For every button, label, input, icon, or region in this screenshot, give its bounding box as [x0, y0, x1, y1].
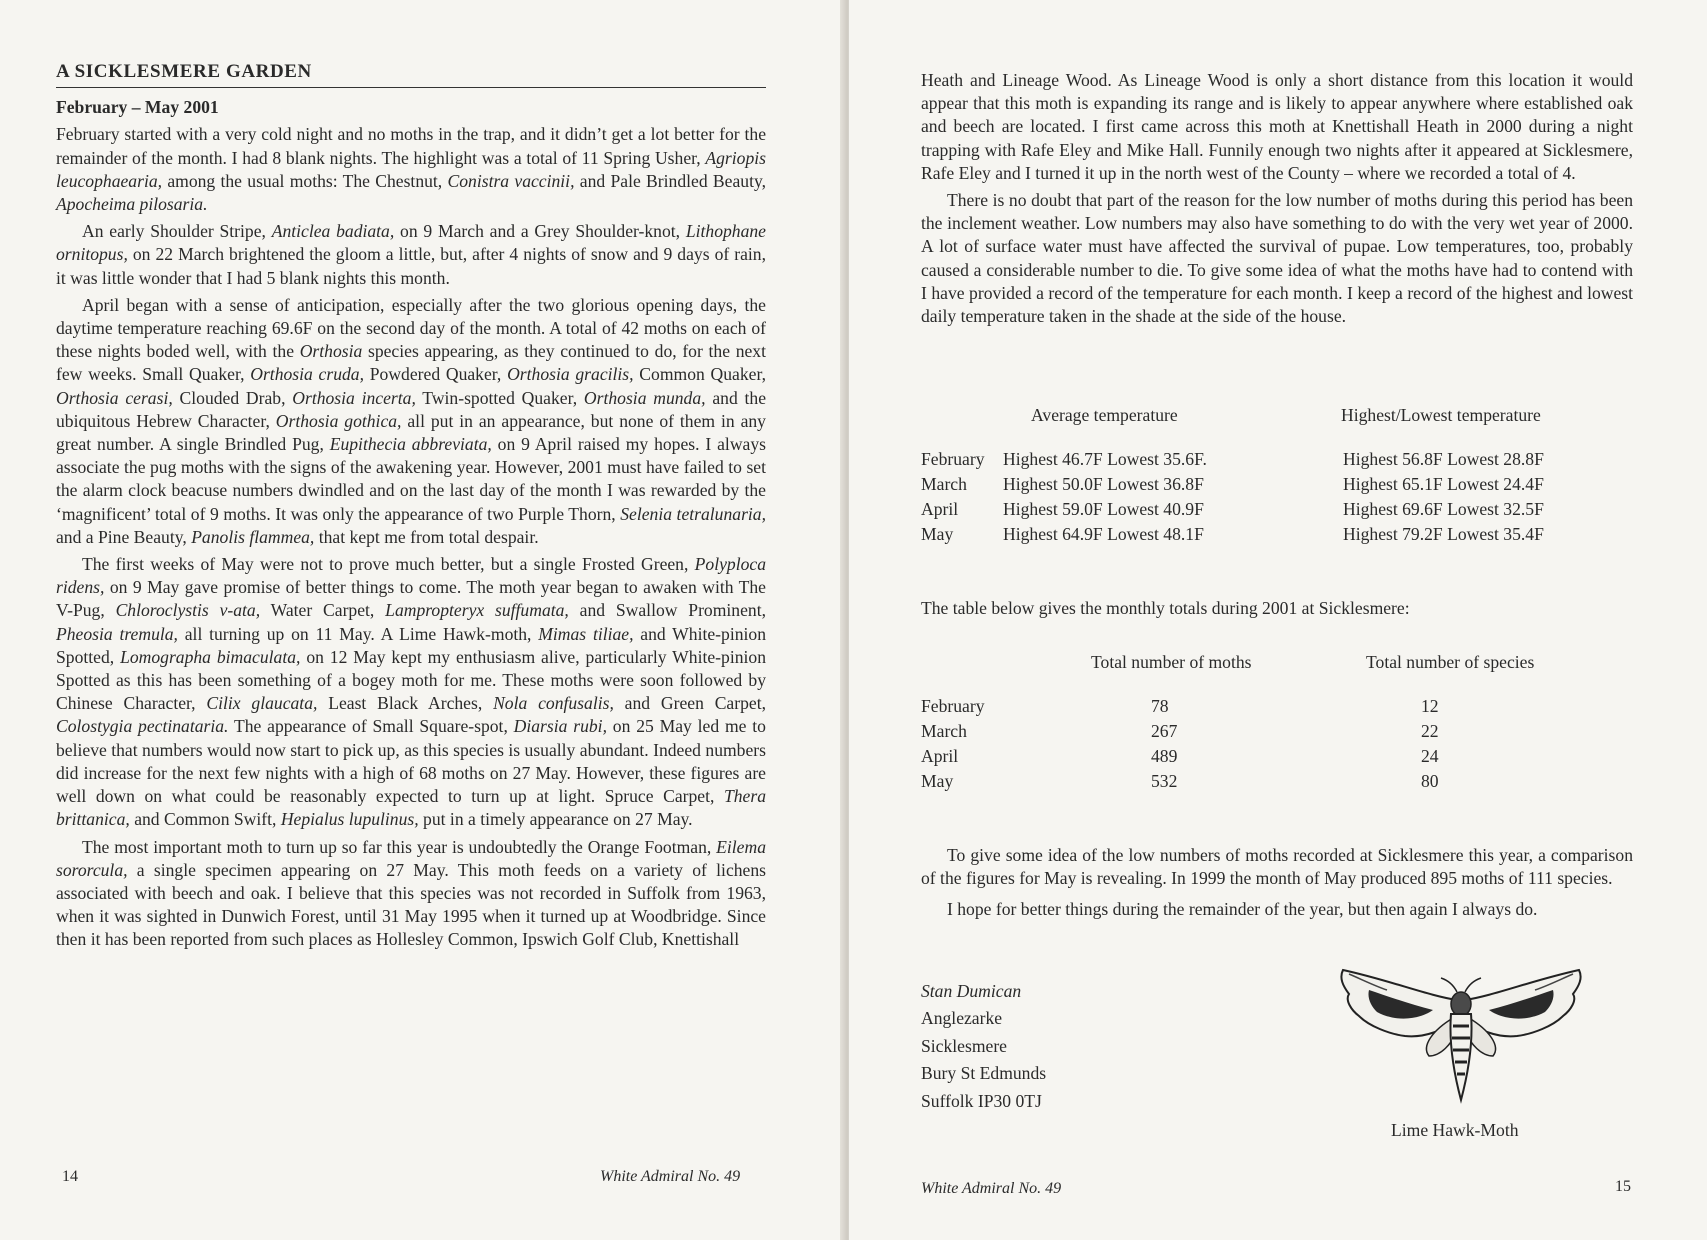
species-name: Lampropteryx suffumata, [385, 600, 569, 621]
temperature-table [921, 405, 1633, 575]
closing-text [921, 844, 1633, 922]
left-paragraph [56, 220, 766, 290]
lime-hawk-moth-illustration [1329, 960, 1589, 1110]
temp-cell-hl: Highest 69.6F Lowest 32.5F [1343, 499, 1544, 519]
text-run: on 9 April raised my hopes. I always associate the pug moths with the signs of the awakening year. However, 2001 must have failed to set the alarm clock beacuse numbers dwindled and on the last day of the month I was rewarded by the ‘magnificent’ total of 9 moths. It was only the appearance of two Purple Thorn, [56, 434, 766, 524]
species-name: Cilix glaucata, [206, 693, 318, 714]
text-run: The first weeks of May were not to prove much better, but a single Frosted Green, [82, 554, 695, 575]
totals-cell-moths: 532 [1151, 771, 1178, 791]
page-number-left: 14 [62, 1168, 78, 1185]
totals-cell-month: February [921, 696, 985, 716]
species-name: Lomographa bimaculata, [120, 646, 301, 667]
page-number-right: 15 [1615, 1178, 1631, 1195]
text-run: and Swallow Prominent, [568, 600, 766, 621]
species-name: Conistra vaccinii, [447, 170, 575, 191]
text-run: February started with a very cold night and no moths in the trap, and it didn’t get a lot better for the remainder of the month. I had 8 blank nights. The highlight was a total of 11 Spring Usher, [56, 124, 766, 168]
temp-cell-month: May [921, 524, 954, 544]
species-name: Eilema sororcula, [56, 836, 766, 880]
temp-cell-month: February [921, 449, 985, 469]
left-text-column [56, 60, 766, 952]
address-line: Anglezarke [921, 1008, 1003, 1029]
right-page [849, 0, 1707, 1240]
species-name: Hepialus lupulinus, [280, 809, 419, 830]
species-name: Lithophane ornitopus, [56, 221, 766, 265]
temp-cell-avg: Highest 64.9F Lowest 48.1F [1003, 524, 1204, 544]
totals-header-species: Total number of species [1366, 652, 1535, 672]
temp-cell-month: March [921, 474, 967, 494]
totals-header-moths: Total number of moths [1091, 652, 1252, 672]
right-text-column [921, 69, 1633, 328]
closing-paragraph-1: To give some idea of the low numbers of moths recorded at Sicklesmere this year, a comparison of the figures for May is revealing. In 1999 the month of May produced 895 moths of 111 species. [921, 845, 1633, 889]
text-run: and White-pinion Spotted, [56, 623, 766, 667]
text-run: that kept me from total despair. [314, 526, 539, 547]
species-name: Pheosia tremula, [56, 623, 178, 644]
text-run: April began with a sense of anticipation, especially after the two glorious opening days, the daytime temperature reaching 69.6F on the second day of the month. A total of 42 moths on each of these nights boded well, with the [56, 294, 766, 362]
left-paragraph [56, 294, 766, 549]
species-name: Mimas tiliae, [538, 623, 634, 644]
text-run: on 9 May gave promise of better things to come. The moth year began to awaken with The V-Pug, [56, 577, 766, 621]
left-paragraph [56, 836, 766, 952]
text-run: on 22 March brightened the gloom a little, but, after 4 nights of snow and 9 days of rain, it was little wonder that I had 5 blank nights this month. [56, 244, 766, 288]
article-title: A SICKLESMERE GARDEN [56, 60, 766, 88]
temp-header-average: Average temperature [1031, 405, 1178, 425]
species-name: Orthosia munda, [583, 387, 706, 408]
text-run: There is no doubt that part of the reason for the low number of moths during this period has been the inclement weather. Low numbers may also have something to do with the very wet year of 2000. A lot of surface water must have affected the survival of pupae. Low temperatures, too, probably caused a considerable number to die. To give some idea of what the moths have had to contend with I have provided a record of the temperature for each month. I keep a record of the highest and lowest daily temperature taken in the shade at the side of the house. [921, 190, 1633, 327]
species-name: Panolis flammea, [191, 526, 315, 547]
text-run: Twin-spotted Quaker, [415, 387, 584, 408]
totals-intro: The table below gives the monthly totals during 2001 at Sicklesmere: [921, 598, 1410, 618]
temp-cell-avg: Highest 46.7F Lowest 35.6F. [1003, 449, 1207, 469]
species-name: Nola confusalis, [493, 693, 614, 714]
text-run: on 25 May led me to believe that numbers would now start to pick up, as this species is usually abundant. Indeed numbers did increase for the next few nights with a high of 68 moths on 27 May. However, these figures are well down on what could be reasonably expected to turn up at light. Spruce Carpet, [56, 716, 766, 807]
left-page [0, 0, 847, 1240]
address-line: Bury St Edmunds [921, 1063, 1047, 1084]
right-paragraph [921, 69, 1633, 185]
text-run: The appearance of Small Square-spot, [228, 716, 514, 737]
temp-cell-hl: Highest 79.2F Lowest 35.4F [1343, 524, 1544, 544]
text-run: and Pale Brindled Beauty, [574, 170, 767, 191]
temp-cell-avg: Highest 50.0F Lowest 36.8F [1003, 474, 1204, 494]
text-run: An early Shoulder Stripe, [82, 221, 272, 242]
text-run: on 9 March and a Grey Shoulder-knot, [394, 221, 686, 242]
totals-cell-moths: 267 [1151, 721, 1178, 741]
species-name: Diarsia rubi, [513, 716, 607, 737]
closing-paragraph-2: I hope for better things during the remainder of the year, but then again I always do. [947, 899, 1538, 920]
temp-header-highlow: Highest/Lowest temperature [1341, 405, 1541, 425]
temp-cell-hl: Highest 65.1F Lowest 24.4F [1343, 474, 1544, 494]
address-line: Sicklesmere [921, 1035, 1007, 1056]
species-name: Anticlea badiata, [271, 221, 395, 242]
text-run: all turning up on 11 May. A Lime Hawk-moth, [177, 623, 539, 644]
species-name: Agriopis leucophaearia, [56, 147, 766, 191]
species-name: Thera brittanica, [56, 786, 766, 830]
left-paragraph [56, 553, 766, 831]
species-name: Eupithecia abbreviata, [329, 434, 492, 455]
right-paragraph [921, 189, 1633, 328]
text-run: put in a timely appearance on 27 May. [418, 809, 693, 830]
species-name: Selenia tetralunaria, [620, 503, 767, 524]
species-name: Orthosia gracilis, [507, 364, 634, 385]
totals-table [921, 652, 1633, 822]
text-run: and Green Carpet, [613, 693, 766, 714]
species-name: Orthosia cruda, [250, 364, 365, 385]
text-run: and the ubiquitous Hebrew Character, [56, 387, 767, 431]
temp-cell-hl: Highest 56.8F Lowest 28.8F [1343, 449, 1544, 469]
species-name: Orthosia gothica, [275, 410, 402, 431]
totals-cell-species: 80 [1421, 771, 1439, 791]
totals-cell-species: 12 [1421, 696, 1439, 716]
totals-cell-month: March [921, 721, 967, 741]
text-run: and a Pine Beauty, [56, 526, 192, 547]
left-paragraphs [56, 123, 766, 951]
article-subtitle: February – May 2001 [56, 97, 219, 118]
author-name: Stan Dumican [921, 981, 1022, 1001]
totals-cell-moths: 78 [1151, 696, 1169, 716]
text-run: Water Carpet, [260, 600, 386, 621]
totals-cell-moths: 489 [1151, 746, 1178, 766]
address-line: Suffolk IP30 0TJ [921, 1090, 1042, 1111]
text-run: and Common Swift, [129, 809, 281, 830]
text-run: a single specimen appearing on 27 May. This moth feeds on a variety of lichens associated with beech and oak. I believe that this species was not recorded in Suffolk from 1963, when it was sighted in Dunwich Forest, until 31 May 1995 when it turned up at Woodbridge. Since then it has been reported from such places as Hollesley Common, Ipswich Golf Club, Knettishall [56, 859, 766, 950]
text-run: on 12 May kept my enthusiasm alive, particularly White-pinion Spotted as this has been something of a bogey moth for me. These moths were soon followed by Chinese Character, [56, 646, 766, 714]
text-run: among the usual moths: The Chestnut, [162, 170, 448, 191]
temp-cell-avg: Highest 59.0F Lowest 40.9F [1003, 499, 1204, 519]
species-name: Orthosia incerta, [292, 387, 416, 408]
text-run: Powdered Quaker, [364, 364, 508, 385]
species-name: Polyploca ridens, [56, 554, 766, 598]
text-run: The most important moth to turn up so far this year is undoubtedly the Orange Footman, [82, 836, 717, 857]
footer-left: White Admiral No. 49 [600, 1168, 741, 1185]
totals-cell-species: 22 [1421, 721, 1439, 741]
temp-cell-month: April [921, 499, 959, 519]
right-paragraphs [921, 69, 1633, 328]
species-name: Chloroclystis v-ata, [115, 600, 261, 621]
illustration-caption: Lime Hawk-Moth [1391, 1120, 1519, 1140]
signature-block [921, 978, 1046, 1115]
text-run: all put in an appearance, but none of them in any great number. A single Brindled Pug, [56, 410, 766, 455]
text-run: Common Quaker, [633, 364, 766, 385]
text-run: Least Black Arches, [317, 693, 494, 714]
species-name: Orthosia cerasi, [56, 387, 173, 408]
totals-cell-month: April [921, 746, 959, 766]
totals-cell-month: May [921, 771, 954, 791]
left-paragraph [56, 123, 766, 216]
species-name: Colostygia pectinataria. [56, 716, 229, 737]
footer-right: White Admiral No. 49 [921, 1180, 1062, 1197]
species-name: Apocheima pilosaria. [56, 194, 208, 215]
species-name: Orthosia [299, 341, 363, 362]
text-run: Heath and Lineage Wood. As Lineage Wood is only a short distance from this location it would appear that this moth is expanding its range and is likely to appear anywhere where established oak and beech are located. I first came across this moth at Knettishall Heath in 2000 during a night trapping with Rafe Eley and Mike Hall. Funnily enough two nights after it appeared at Sicklesmere, Rafe Eley and I turned it up in the north west of the County – where we recorded a total of 4. [921, 70, 1633, 183]
text-run: Clouded Drab, [172, 387, 293, 408]
text-run: species appearing, as they continued to do, for the next few weeks. Small Quaker, [56, 341, 766, 385]
totals-cell-species: 24 [1421, 746, 1439, 766]
